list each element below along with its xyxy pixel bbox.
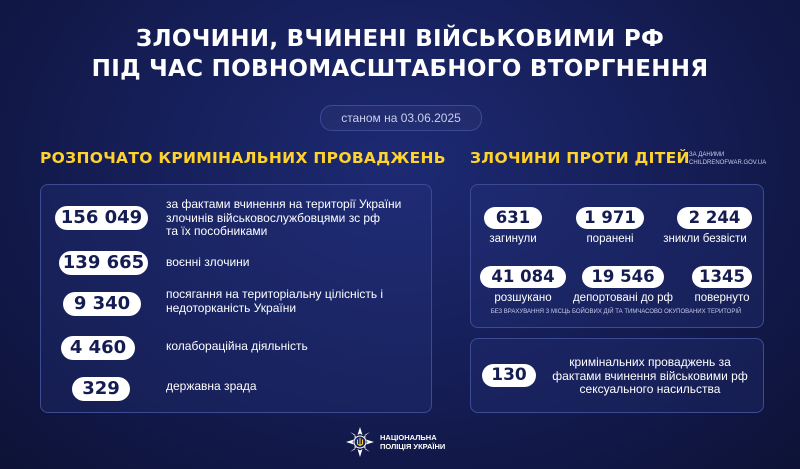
page-title [0, 24, 800, 84]
criminal-desc-5: державна зрада [166, 379, 257, 393]
desc-line: злочинів військовослужбовцями зс рф [166, 210, 380, 225]
stat-label-deported: депортовані до рф [572, 292, 674, 304]
stat-label-killed: загинули [489, 233, 537, 245]
source-link: CHILDRENOFWAR.GOV.UA [689, 160, 767, 166]
source-note [689, 151, 766, 167]
criminal-value-3: 9 340 [63, 292, 141, 316]
stat-value-deported: 19 546 [582, 266, 664, 288]
date-badge: станом на 03.06.2025 [320, 105, 482, 131]
sexual-violence-desc [545, 356, 755, 397]
criminal-desc-2: воєнні злочини [166, 255, 250, 269]
stat-label-wounded: поранені [586, 233, 634, 245]
police-logo-text [380, 433, 445, 451]
logo-line-1: НАЦІОНАЛЬНА [380, 433, 437, 442]
source-line: ЗА ДАНИМИ [689, 152, 725, 158]
stat-value-wounded: 1 971 [576, 207, 644, 229]
criminal-value-1: 156 049 [55, 206, 148, 230]
title-line-1: ЗЛОЧИНИ, ВЧИНЕНІ ВІЙСЬКОВИМИ РФ [135, 26, 665, 52]
criminal-section-title: РОЗПОЧАТО КРИМІНАЛЬНИХ ПРОВАДЖЕНЬ [40, 149, 446, 167]
criminal-value-2: 139 665 [59, 251, 148, 275]
children-section-title: ЗЛОЧИНИ ПРОТИ ДІТЕЙ [470, 149, 690, 167]
criminal-desc-1 [166, 198, 416, 239]
logo-line-2: ПОЛІЦІЯ УКРАЇНИ [380, 442, 446, 451]
stat-label-found: розшукано [494, 292, 552, 304]
children-footnote: БЕЗ ВРАХУВАННЯ З МІСЦЬ БОЙОВИХ ДІЙ ТА ТИМЧАСОВО ОКУПОВАНИХ ТЕРИТОРІЙ [490, 309, 742, 315]
stat-value-found: 41 084 [480, 266, 566, 288]
police-emblem-icon [346, 427, 374, 457]
stat-value-killed: 631 [484, 207, 542, 229]
criminal-value-4: 4 460 [61, 336, 135, 360]
stat-label-returned: повернуто [694, 292, 750, 304]
desc-line: сексуального насильства [579, 382, 721, 396]
title-line-2: ПІД ЧАС ПОВНОМАСШТАБНОГО ВТОРГНЕННЯ [91, 56, 709, 82]
stat-label-missing: зникли безвісти [663, 233, 747, 245]
criminal-desc-4: колабораційна діяльність [166, 339, 308, 353]
desc-line: посягання на територіальну цілісність і [166, 287, 384, 301]
desc-line: недоторканість України [166, 300, 297, 315]
desc-line: та їх пособниками [166, 224, 268, 238]
desc-line: за фактами вчинення на території України [166, 197, 402, 211]
stat-value-returned: 1345 [692, 266, 752, 288]
criminal-desc-3 [166, 288, 416, 315]
stat-value-missing: 2 244 [677, 207, 752, 229]
criminal-value-5: 329 [72, 377, 130, 401]
sexual-violence-value: 130 [482, 364, 536, 387]
desc-line: фактами вчинення військовими рф [552, 368, 748, 383]
children-panel [470, 184, 764, 328]
desc-line: кримінальних проваджень за [569, 355, 731, 369]
